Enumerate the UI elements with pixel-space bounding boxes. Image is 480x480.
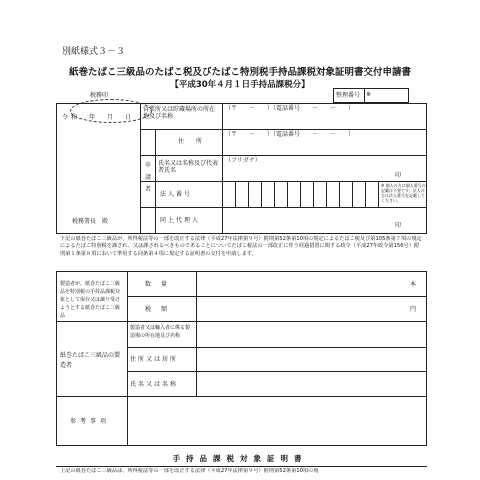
furigana-label: （フリガナ） (225, 157, 261, 164)
corp-number-note: ※ 個人の方は個人番号の記載は不要です。法人の方は法人番号を記載してください。 (381, 183, 426, 203)
amount-unit: 円 (410, 306, 417, 313)
residence-label: 住 所 (178, 138, 203, 145)
import-label: 製造者又は輸入者に係る製造場の所在地及び名称 (130, 325, 191, 339)
business-address-phone[interactable]: （〒 － ）（電話番号 － － ） (225, 105, 355, 112)
certificate-title: 手持品課税対象証明書 (172, 454, 308, 463)
business-address-label: 営業所又は貯蔵場所の所在地及び名称 (143, 106, 216, 120)
receipt-stamp-label: 税務印 (90, 92, 109, 99)
quantity-unit: 本 (410, 281, 417, 288)
agent-label: 同上代理人 (160, 217, 201, 224)
maker-label: 紙巻たばこ三級品の製造者 (60, 352, 121, 369)
form-title: 紙巻たばこ三級品のたばこ税及びたばこ特別税手持品課税対象証明書交付申請書 (68, 67, 411, 78)
remarks-label: 参考事項 (70, 418, 111, 425)
form-subtitle: 【平成30年４月１日手持品課税分】 (170, 80, 310, 90)
applicant-section (56, 103, 427, 234)
maker-name-label: 氏名又は名称 (130, 381, 179, 388)
form-label: 別紙様式３－３ (62, 47, 126, 57)
certificate-text: 上記の紙巻たばこ三級品は、所得税法等の一部を改正する法律（平成27年法律第９号）附則第52条第10項の規 (60, 468, 319, 474)
tax-office-addressee: 税務署長 殿 (72, 218, 109, 225)
residence-phone[interactable]: （〒 － ）（電話番号 － － ） (225, 131, 355, 138)
goods-owner-label: 製造者が、紙巻たばこ三級品を特別税の手持品課税対象として保存又は譲り受けようとする紙巻たばこ三級品 (60, 281, 121, 319)
date-field[interactable]: 令和 年 月 日 (62, 114, 135, 121)
quantity-label: 数 量 (145, 281, 170, 288)
corp-number-label: 法人番号 (160, 191, 193, 198)
applicant-side-label: 申請者 (145, 162, 152, 193)
agent-seal: 印 (395, 222, 402, 229)
name-seal: 印 (395, 172, 402, 179)
name-label: 氏名又は名称及び代表者氏名 (158, 160, 219, 174)
reference-label: 整理番号 (336, 92, 361, 99)
reference-mark: ※ (366, 91, 372, 98)
maker-address-label: 住所又は居所 (130, 356, 179, 363)
intro-text: 下記の紙巻たばこ三級品が、所得税法等の一部を改正する法律（平成27年法律第９号）附則第52条第10項の規定によるたばこ税及び第105条第７項の規定によるたばこ特別税を課され、又は課されるべきものであることについてたばこ税法の一部改正に伴う経過措置に関する政令（平成27年政令第156号）附則第１条第８項において準用する同条第４項に規定する証明書の交付を申請します。 (60, 236, 422, 257)
amount-label: 税 額 (145, 306, 170, 313)
